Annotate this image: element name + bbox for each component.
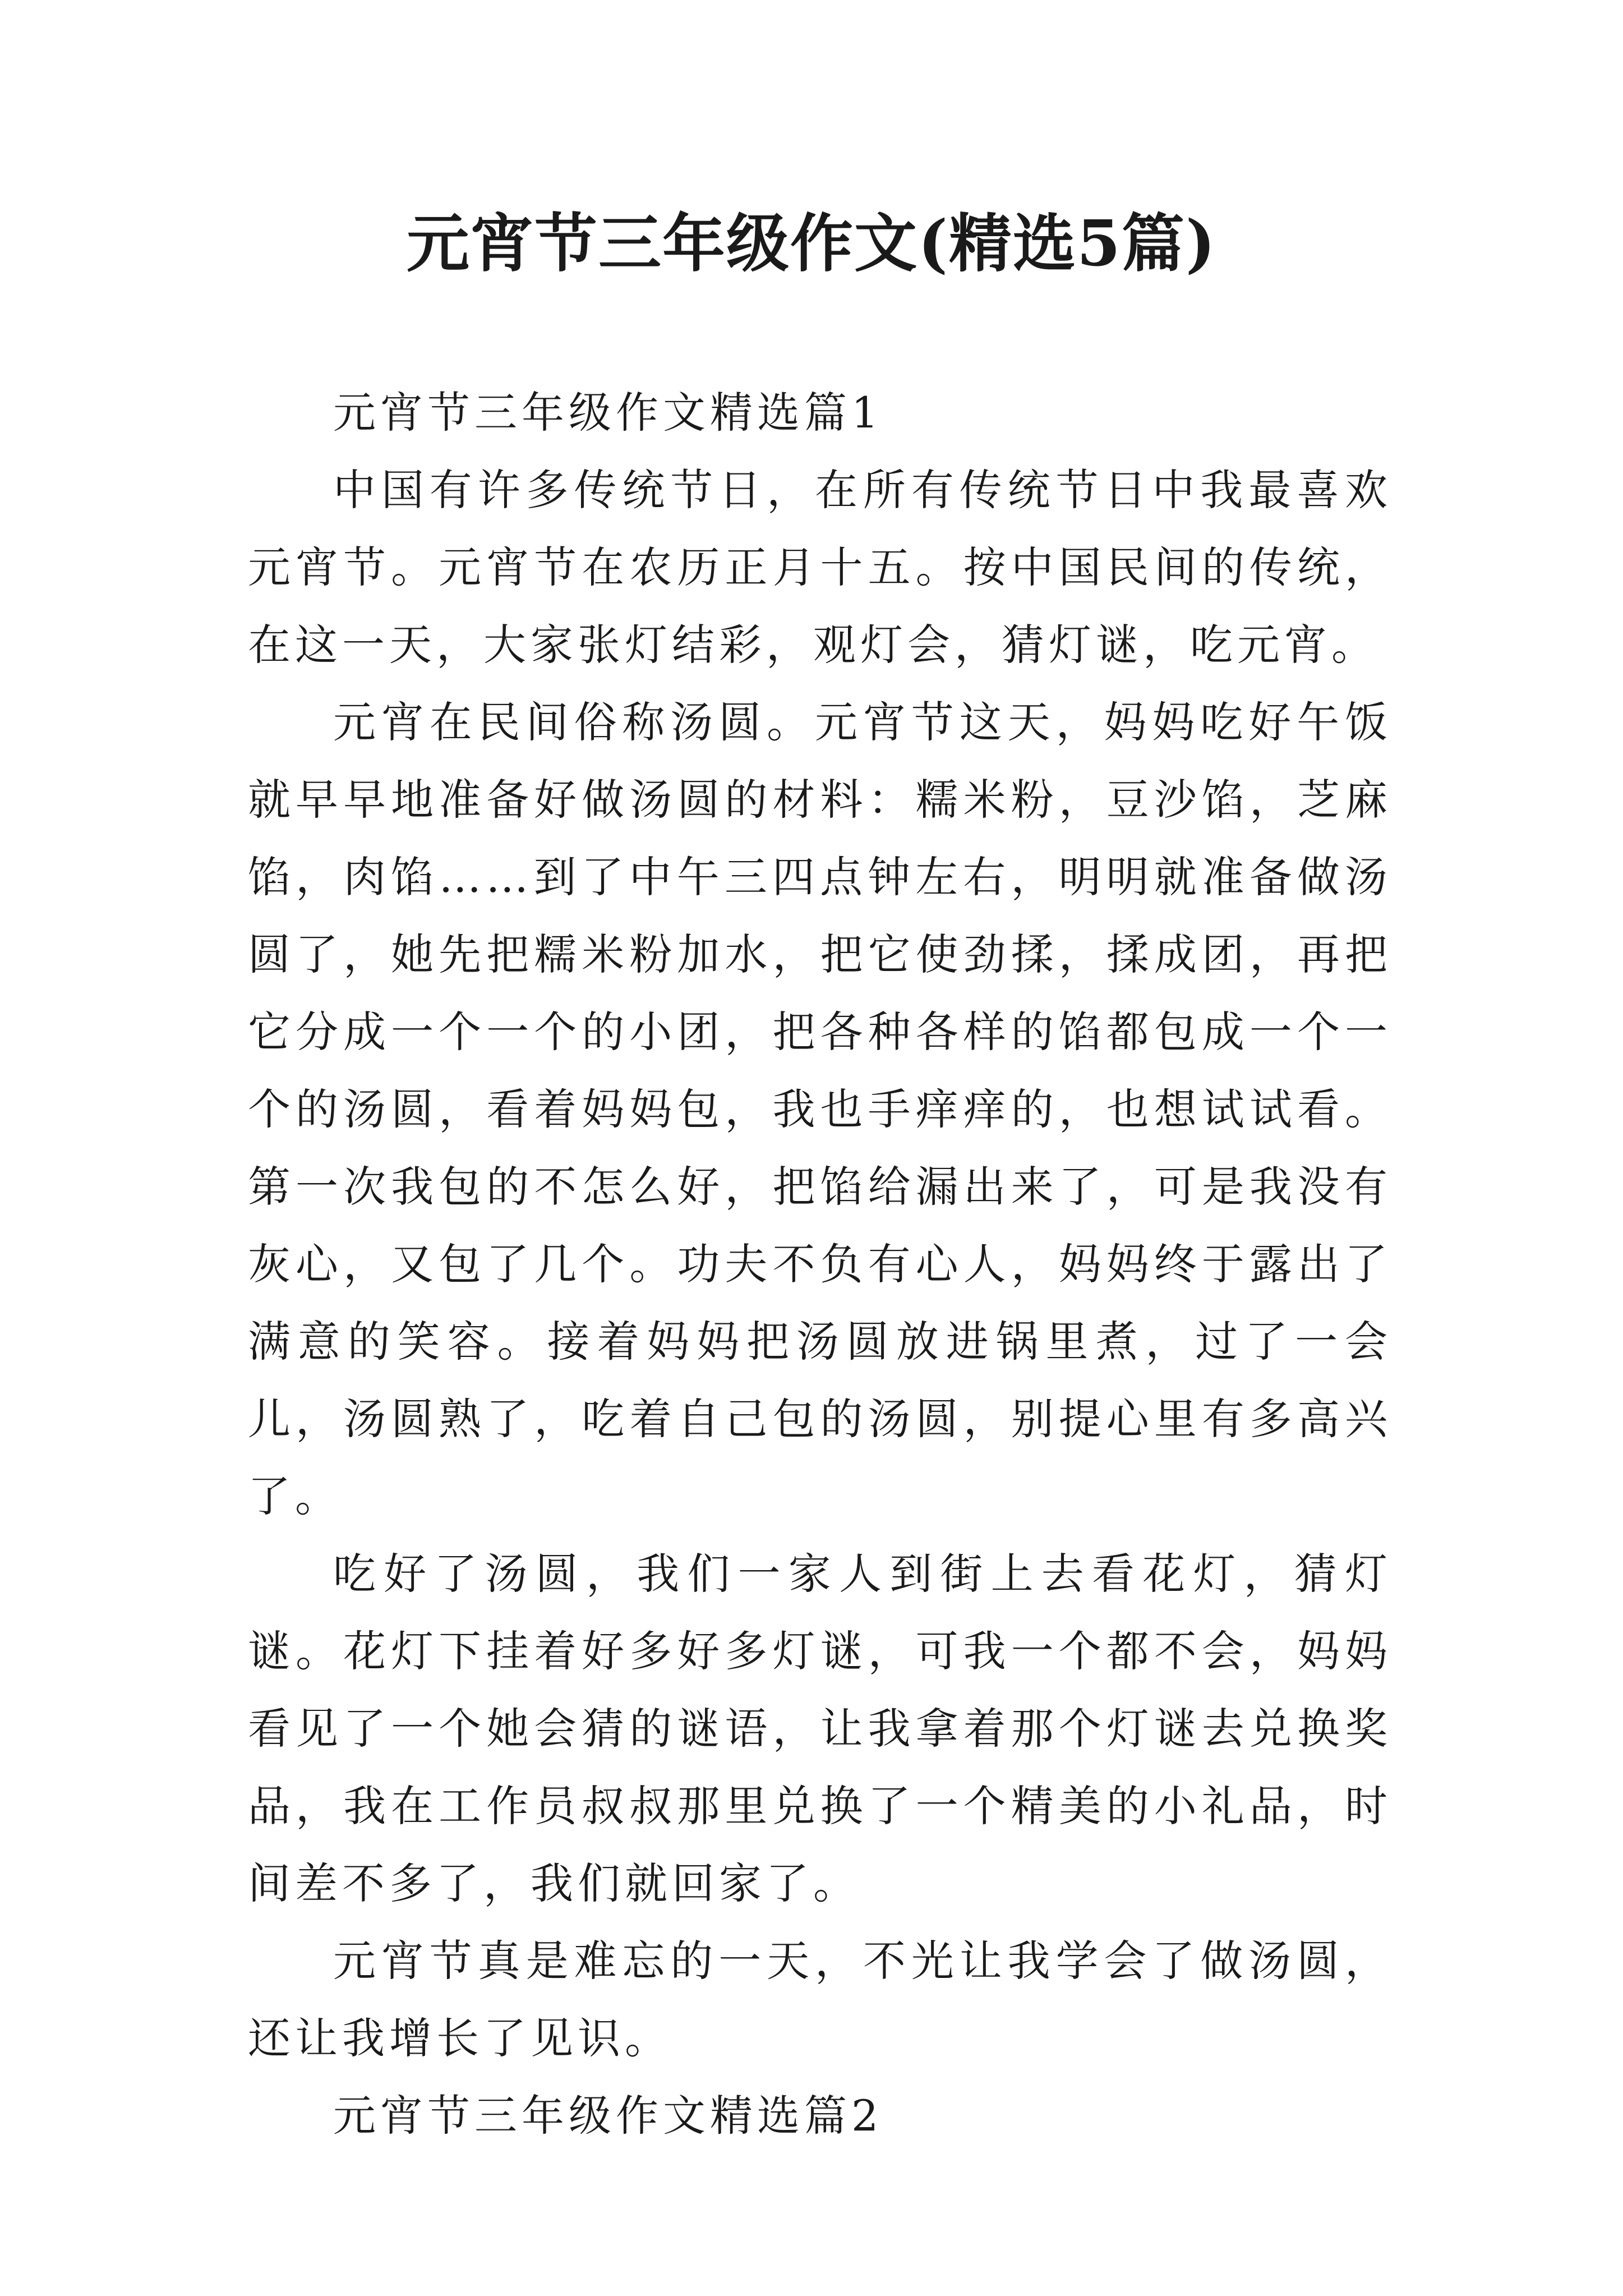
document-title: 元宵节三年级作文(精选5篇): [407, 207, 1216, 280]
section-heading-2: 元宵节三年级作文精选篇2: [333, 2091, 883, 2141]
section-heading-1: 元宵节三年级作文精选篇1: [333, 388, 883, 438]
paragraph: 中国有许多传统节日，在所有传统节日中我最喜欢元宵节。元宵节在农历正月十五。按中国民间的传统，在这一天，大家张灯结彩，观灯会，猜灯谜，吃元宵。: [248, 465, 1392, 670]
paragraph: 元宵节真是难忘的一天，不光让我学会了做汤圆，还让我增长了见识。: [248, 1936, 1392, 2063]
document-body: [248, 374, 1392, 2155]
paragraph: 吃好了汤圆，我们一家人到街上去看花灯，猜灯谜。花灯下挂着好多好多灯谜，可我一个都不会，妈妈看见了一个她会猜的谜语，让我拿着那个灯谜去兑换奖品，我在工作员叔叔那里兑换了一个精美的小礼品，时间差不多了，我们就回家了。: [248, 1549, 1392, 1908]
paragraph: 元宵在民间俗称汤圆。元宵节这天，妈妈吃好午饭就早早地准备好做汤圆的材料：糯米粉，豆沙馅，芝麻馅，肉馅……到了中午三四点钟左右，明明就准备做汤圆了，她先把糯米粉加水，把它使劲揉，揉成团，再把它分成一个一个的小团，把各种各样的馅都包成一个一个的汤圆，看着妈妈包，我也手痒痒的，也想试试看。第一次我包的不怎么好，把馅给漏出来了，可是我没有灰心，又包了几个。功夫不负有心人，妈妈终于露出了满意的笑容。接着妈妈把汤圆放进锅里煮，过了一会儿，汤圆熟了，吃着自己包的汤圆，别提心里有多高兴了。: [248, 697, 1392, 1521]
